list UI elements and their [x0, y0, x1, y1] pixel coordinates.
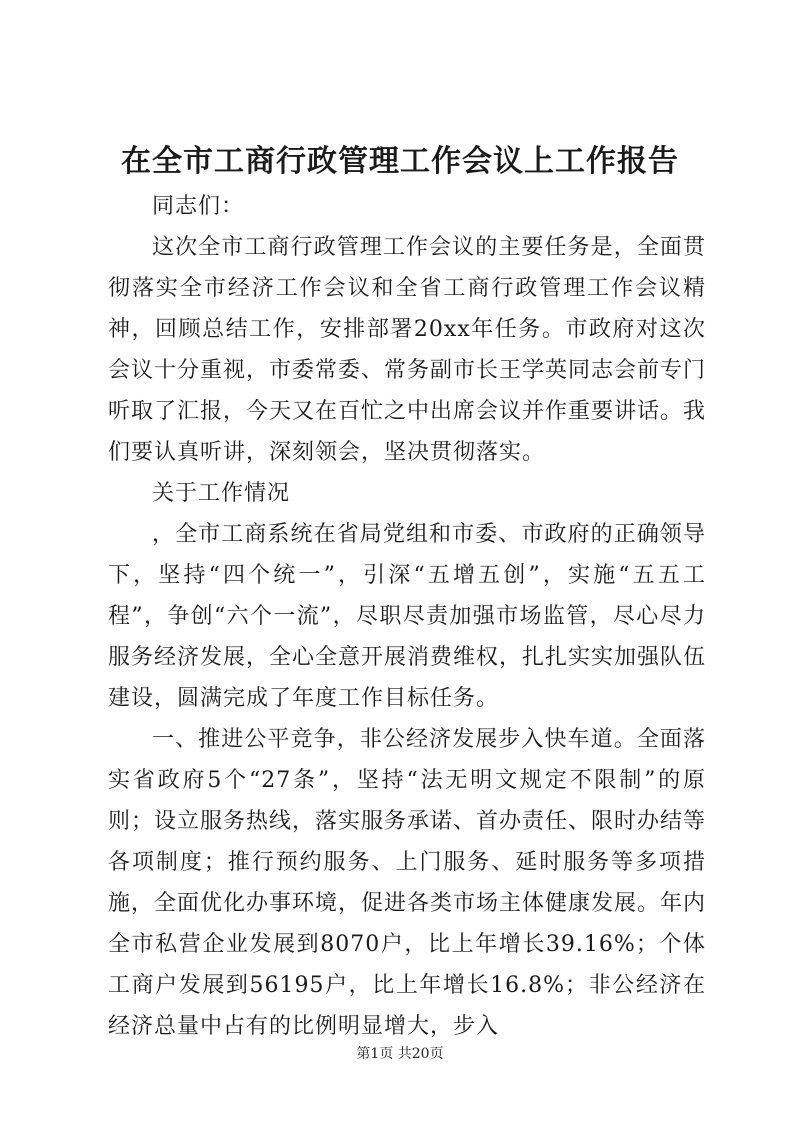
section-heading-paragraph: 关于工作情况 — [152, 481, 291, 506]
point-one-paragraph: 一、推进公平竞争，非公经济发展步入快车道。全面落实省政府5个“27条”，坚持“法无明文规定不限制”的原则；设立服务热线，落实服务承诺、首办责任、限时办结等各项制度；推行预约服务、上门服务、延时服务等多项措施，全面优化办事环境，促进各类市场主体健康发展。年内全市私营企业发展到8070户，比上年增长39.16%；个体工商户发展到56195户，比上年增长16.8%；非公经济在经济总量中占有的比例明显增大，步入 — [108, 727, 707, 1039]
document-body — [108, 186, 706, 1047]
intro-paragraph: 这次全市工商行政管理工作会议的主要任务是，全面贯彻落实全市经济工作会议和全省工商行政管理工作会议精神，回顾总结工作，安排部署20xx年任务。市政府对这次会议十分重视，市委常委、常务副市长王学英同志会前专门听取了汇报，今天又在百忙之中出席会议并作重要讲话。我们要认真听讲，深刻领会，坚决贯彻落实。 — [108, 235, 707, 465]
salutation-paragraph: 同志们： — [152, 194, 245, 219]
page-number-footer: 第1页 共20页 — [356, 1046, 444, 1062]
document-title: 在全市工商行政管理工作会议上工作报告 — [121, 144, 679, 179]
summary-paragraph: ，全市工商系统在省局党组和市委、市政府的正确领导下，坚持“四个统一”，引深“五增五创”，实施“五五工程”，争创“六个一流”，尽职尽责加强市场监管，尽心尽力服务经济发展，全心全意开展消费维权，扎扎实实加强队伍建设，圆满完成了年度工作目标任务。 — [108, 522, 707, 711]
